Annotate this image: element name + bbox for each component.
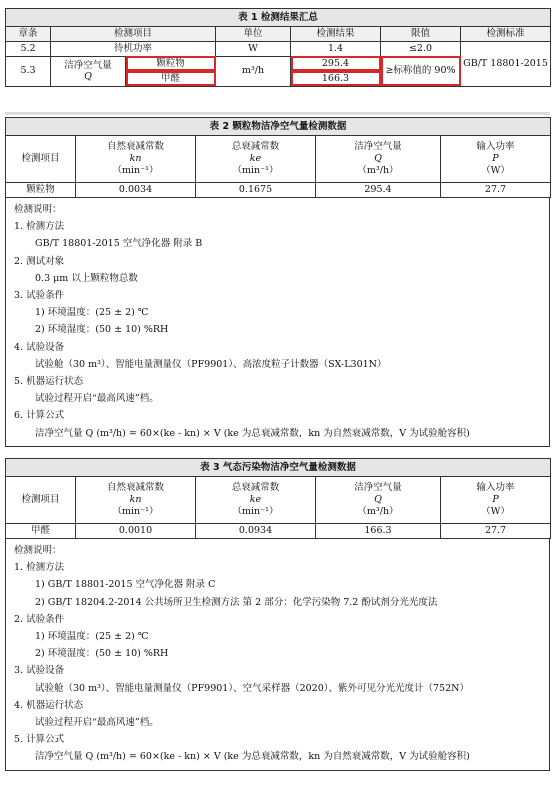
note-line: 试验舱（30 m³）、智能电量测量仪（PF9901）、高浓度粒子计数器（SX-L301N）: [35, 358, 387, 370]
note-line: 4. 试验设备: [14, 341, 65, 353]
t2-row-header: 检测项目: [6, 136, 76, 183]
note-line: 1) 环境温度：(25 ± 2) ℃: [35, 307, 149, 319]
t3-row-header: 检测项目: [6, 477, 76, 524]
note-line: 试验过程开启“最高风速”档。: [35, 393, 159, 405]
t3-col-p: [441, 477, 551, 524]
row2-limit: ≥标称值的 90%: [381, 56, 461, 86]
t3-q-sym: Q: [374, 494, 382, 506]
t3-p-unit: （W）: [481, 505, 510, 517]
header-limit: 限值: [381, 27, 461, 42]
t3-q: 166.3: [316, 524, 441, 539]
row2-item-symbol: Q: [84, 71, 92, 83]
row1-unit: W: [216, 41, 291, 56]
t2-col-q: [316, 136, 441, 183]
t3-kn-unit: （min⁻¹）: [112, 505, 159, 517]
t2-q: 295.4: [316, 183, 441, 198]
t2-p-unit: （W）: [481, 164, 510, 176]
t2-p: 27.7: [441, 183, 551, 198]
t3-p-name: 输入功率: [476, 482, 515, 494]
t2-q-name: 洁净空气量: [354, 141, 402, 153]
note-line: 检测说明：: [14, 545, 62, 556]
header-item: 检测项目: [51, 27, 216, 42]
note-line: 2. 试验条件: [14, 613, 65, 625]
header-clause: 章条: [6, 27, 51, 42]
row2-sub-particulate: 颗粒物: [126, 56, 216, 71]
row2-result-formaldehyde: 166.3: [291, 71, 381, 86]
standard-cell: GB/T 18801-2015: [461, 41, 551, 86]
row2-item-main: 洁净空气量: [64, 59, 112, 71]
t3-item: 甲醛: [6, 524, 76, 539]
t3-kn-name: 自然衰减常数: [106, 482, 164, 494]
note-line: 5. 计算公式: [14, 734, 65, 746]
t2-ke: 0.1675: [196, 183, 316, 198]
t3-p: 27.7: [441, 524, 551, 539]
row2-unit: m³/h: [216, 56, 291, 86]
particulate-table: [5, 117, 550, 447]
note-line: GB/T 18801-2015 空气净化器 附录 B: [35, 238, 203, 250]
note-line: 3. 试验条件: [14, 290, 65, 302]
note-line: 2) GB/T 18204.2-2014 公共场所卫生检测方法 第 2 部分：化学污染物 7.2 酚试剂分光光度法: [35, 596, 438, 608]
t3-ke-unit: （min⁻¹）: [232, 505, 279, 517]
row1-limit: ≤2.0: [381, 41, 461, 56]
summary-table-title: 表 1 检测结果汇总: [6, 9, 551, 27]
section-divider: [5, 112, 550, 115]
t2-kn-name: 自然衰减常数: [106, 141, 164, 153]
note-line: 检测说明：: [14, 204, 62, 215]
row2-result-particulate: 295.4: [291, 56, 381, 71]
t3-col-kn: [76, 477, 196, 524]
t2-col-p: [441, 136, 551, 183]
row2-clause: 5.3: [6, 56, 51, 86]
t2-col-kn: [76, 136, 196, 183]
header-unit: 单位: [216, 27, 291, 42]
t3-ke-name: 总衰减常数: [231, 482, 280, 494]
t2-ke-name: 总衰减常数: [231, 141, 280, 153]
t2-kn-unit: （min⁻¹）: [112, 164, 159, 176]
note-line: 6. 计算公式: [14, 410, 65, 422]
t3-ke-sym: ke: [249, 494, 262, 506]
note-line: 试验过程开启“最高风速”档。: [35, 717, 159, 729]
t2-q-sym: Q: [374, 153, 382, 165]
gaseous-notes: [5, 539, 550, 771]
note-line: 洁净空气量 Q (m³/h) = 60×(ke - kn) × V (ke 为总衰减常数，kn 为自然衰减常数，V 为试验舱容积): [35, 427, 470, 439]
note-line: 5. 机器运行状态: [14, 376, 84, 388]
particulate-table-title: 表 2 颗粒物洁净空气量检测数据: [6, 118, 551, 136]
t3-kn-sym: kn: [129, 494, 142, 506]
note-line: 1) GB/T 18801-2015 空气净化器 附录 C: [35, 579, 216, 591]
t3-q-name: 洁净空气量: [354, 482, 402, 494]
row2-item: [51, 56, 126, 86]
gaseous-table: [5, 458, 550, 771]
t2-p-name: 输入功率: [476, 141, 515, 153]
note-line: 2) 环境湿度：(50 ± 10) %RH: [35, 324, 169, 336]
row1-clause: 5.2: [6, 41, 51, 56]
note-line: 1) 环境温度：(25 ± 2) ℃: [35, 631, 149, 643]
t2-q-unit: （m³/h）: [357, 164, 399, 176]
note-line: 3. 试验设备: [14, 665, 65, 677]
note-line: 0.3 μm 以上颗粒物总数: [35, 272, 138, 284]
row1-result: 1.4: [291, 41, 381, 56]
header-result: 检测结果: [291, 27, 381, 42]
t3-ke: 0.0934: [196, 524, 316, 539]
t3-p-sym: P: [492, 494, 499, 506]
summary-table: [5, 8, 550, 87]
t2-kn-sym: kn: [129, 153, 142, 165]
gaseous-table-title: 表 3 气态污染物洁净空气量检测数据: [6, 459, 551, 477]
t2-p-sym: P: [492, 153, 499, 165]
t2-ke-sym: ke: [249, 153, 262, 165]
note-line: 2. 测试对象: [14, 255, 65, 267]
t3-q-unit: （m³/h）: [357, 505, 399, 517]
t2-col-ke: [196, 136, 316, 183]
particulate-notes: [5, 198, 550, 447]
t2-item: 颗粒物: [6, 183, 76, 198]
note-line: 2) 环境湿度：(50 ± 10) %RH: [35, 648, 169, 660]
note-line: 1. 检测方法: [14, 221, 65, 233]
t3-col-q: [316, 477, 441, 524]
note-line: 试验舱（30 m³）、智能电量测量仪（PF9901）、空气采样器（2020）、紫外可见分光光度计（752N）: [35, 682, 469, 694]
note-line: 1. 检测方法: [14, 562, 65, 574]
row2-sub-formaldehyde: 甲醛: [126, 71, 216, 86]
t3-col-ke: [196, 477, 316, 524]
row1-item: 待机功率: [51, 41, 216, 56]
t2-ke-unit: （min⁻¹）: [232, 164, 279, 176]
header-standard: 检测标准: [461, 27, 551, 42]
t3-kn: 0.0010: [76, 524, 196, 539]
note-line: 4. 机器运行状态: [14, 699, 84, 711]
note-line: 洁净空气量 Q (m³/h) = 60×(ke - kn) × V (ke 为总衰减常数，kn 为自然衰减常数，V 为试验舱容积): [35, 751, 470, 763]
t2-kn: 0.0034: [76, 183, 196, 198]
